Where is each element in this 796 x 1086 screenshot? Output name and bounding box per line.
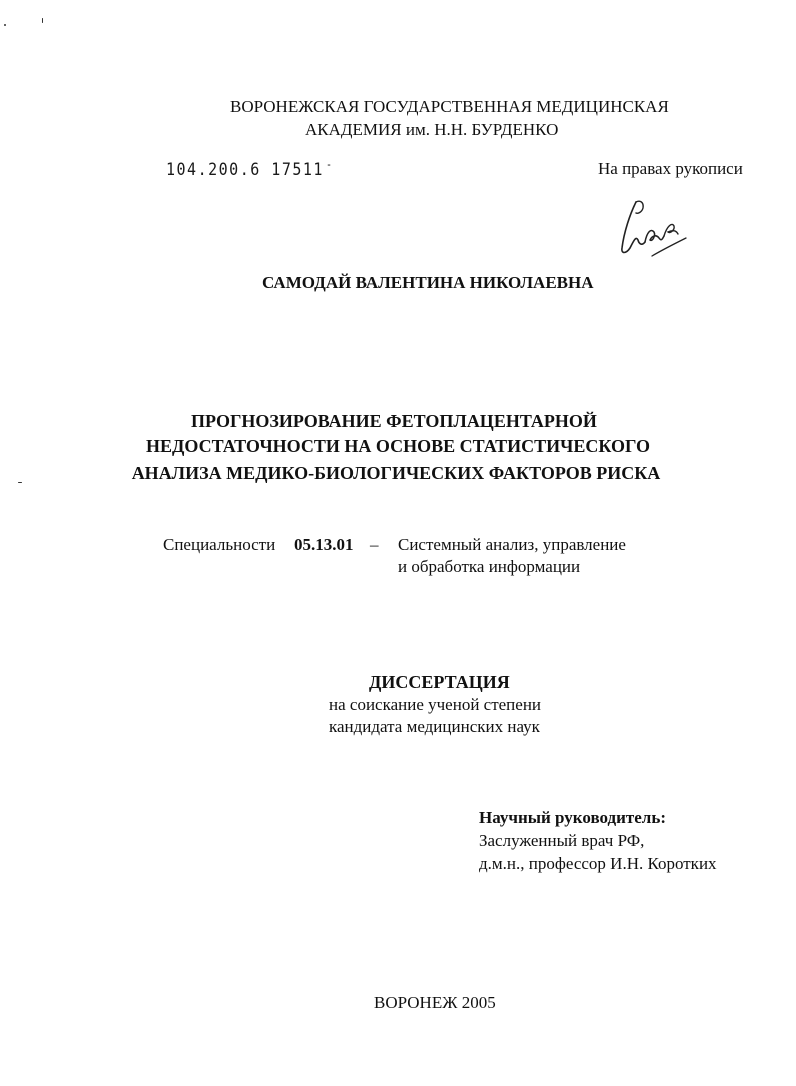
title-line-1: ПРОГНОЗИРОВАНИЕ ФЕТОПЛАЦЕНТАРНОЙ [191, 411, 597, 431]
specialty-code: 05.13.01 [294, 535, 354, 554]
specialty-label: Специальности [163, 535, 276, 554]
title-line-3: АНАЛИЗА МЕДИКО-БИОЛОГИЧЕСКИХ ФАКТОРОВ РИСКА [131, 463, 661, 483]
city-year: ВОРОНЕЖ 2005 [374, 993, 496, 1012]
specialty-name-line-1: Системный анализ, управление [398, 535, 626, 554]
author-name: САМОДАЙ ВАЛЕНТИНА НИКОЛАЕВНА [262, 273, 594, 292]
institution-line-2: АКАДЕМИЯ им. Н.Н. БУРДЕНКО [305, 120, 559, 139]
specialty-name-line-2: и обработка информации [398, 557, 581, 576]
supervisor-line-2: д.м.н., профессор И.Н. Коротких [479, 854, 717, 873]
specialty-dash: – [370, 535, 379, 554]
title-line-2: НЕДОСТАТОЧНОСТИ НА ОСНОВЕ СТАТИСТИЧЕСКОГО [146, 436, 650, 456]
signature-image [612, 196, 692, 260]
stamp-tick: - [325, 159, 334, 172]
dissertation-line-1: на соискание ученой степени [329, 695, 542, 714]
supervisor-heading: Научный руководитель: [479, 808, 666, 827]
dissertation-heading: ДИССЕРТАЦИЯ [369, 672, 510, 692]
scan-speck [4, 24, 6, 26]
scan-speck [42, 18, 43, 23]
registration-number: 104.200.6 17511 - [166, 159, 334, 180]
manuscript-note: На правах рукописи [598, 159, 743, 178]
supervisor-line-1: Заслуженный врач РФ, [479, 831, 645, 850]
dissertation-line-2: кандидата медицинских наук [329, 717, 540, 736]
institution-line-1: ВОРОНЕЖСКАЯ ГОСУДАРСТВЕННАЯ МЕДИЦИНСКАЯ [230, 97, 669, 116]
